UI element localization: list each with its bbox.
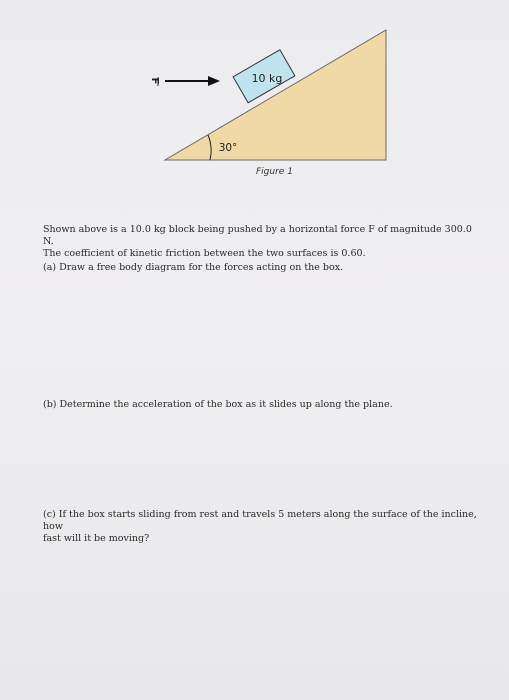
question-a: (a) Draw a free body diagram for the forces acting on the box.: [43, 262, 344, 273]
figure-caption: Figure 1: [256, 167, 293, 177]
problem-statement: [43, 224, 473, 260]
force-label: F: [149, 77, 160, 85]
force-arrowhead: [208, 76, 220, 86]
problem-statement-line-1: Shown above is a 10.0 kg block being pushed by a horizontal force F of magnitude 300.0 N.: [43, 224, 472, 247]
incline-plane: [165, 30, 386, 160]
question-c: [43, 509, 483, 545]
figure-1-incline-diagram: [0, 0, 509, 200]
question-c-line-1: (c) If the box starts sliding from rest and travels 5 meters along the surface of the incline, how: [43, 509, 477, 532]
problem-statement-line-2: The coefficient of kinetic friction between the two surfaces is 0.60.: [43, 248, 366, 259]
question-b: (b) Determine the acceleration of the box as it slides up along the plane.: [43, 399, 393, 410]
mass-label: 10 kg: [251, 72, 283, 85]
angle-label: 30°: [218, 142, 238, 154]
question-c-line-2: fast will it be moving?: [43, 533, 150, 544]
